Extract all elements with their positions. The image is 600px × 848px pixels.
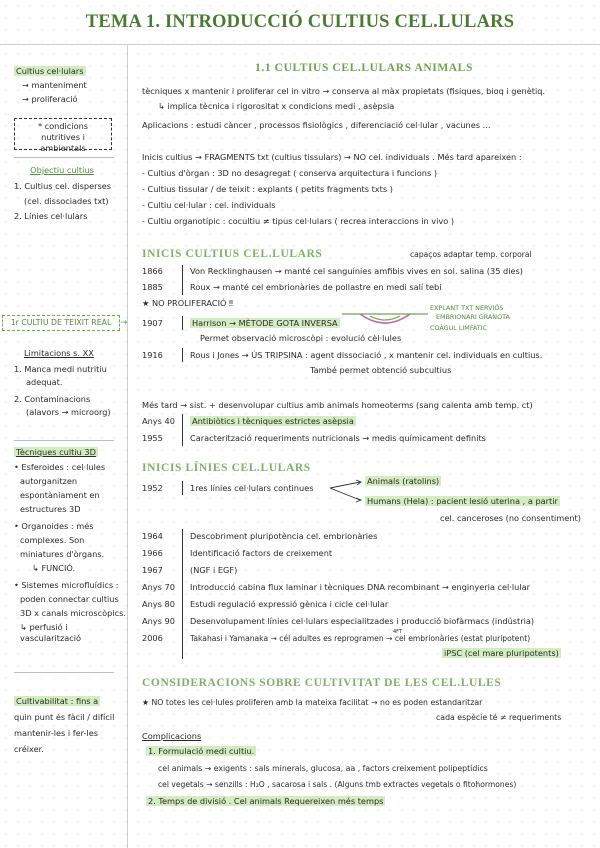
- tecniques-item: • Sistemes microfluídics :: [14, 580, 119, 590]
- conditions-box: [14, 118, 112, 153]
- timeline-year: 1916: [142, 350, 163, 360]
- objectiu-item: 1. Cultius cel. disperses: [14, 181, 112, 191]
- timeline-text: Desenvolupament línies cel·lulars especialitzades i producció biofàrmacs (indústria): [190, 616, 535, 626]
- tecniques-item: complexes. Son: [20, 535, 85, 545]
- branch-label: Humans (Hela) : pacient lesió uterina , a partir: [367, 496, 558, 506]
- section-heading: INICIS LÍNIES CEL.LULARS: [142, 462, 311, 474]
- timeline-text: Introducció cabina flux laminar i tècniques DNA recombinant → enginyeria cel·lular: [190, 582, 531, 592]
- page-title: TEMA 1. INTRODUCCIÓ CULTIUS CEL.LULARS: [85, 12, 515, 32]
- tecniques-item: ↳ FUNCIÓ.: [32, 563, 76, 573]
- timeline-year: Anys 90: [142, 616, 175, 626]
- first-tissue-culture-label: 1r CULTIU DE TEIXIT REAL: [2, 315, 120, 331]
- note-line: - Cultiu cel·lular : cel. individuals: [142, 200, 276, 210]
- objectiu-block: [14, 165, 111, 222]
- timeline-text: Estudi regulació expressió gènica i cicle cel·lular: [190, 599, 389, 609]
- tecniques-item: estructures 3D: [20, 504, 81, 514]
- sidebar-divider: [14, 672, 114, 673]
- note-line: tècniques x mantenir i proliferar cel in vitro → conserva al màx propietats (fisiques, bioq i genètiq.: [142, 86, 546, 96]
- timeline-text: Caracterització requeriments nutricionals → medis químicament definits: [190, 433, 486, 443]
- timeline-divider: [182, 316, 183, 330]
- timeline-divider: [182, 265, 183, 295]
- diagram-label: COÀGUL LIMFÀTIC: [430, 324, 488, 332]
- limitacions-block: [14, 348, 111, 418]
- branch-label: Animals (ratolins): [367, 476, 440, 486]
- timeline-divider: [182, 529, 183, 659]
- note-line: capaços adaptar temp. corporal: [410, 250, 532, 259]
- limitacions-title: Limitacions s. XX: [24, 348, 94, 358]
- objectiu-item: (cel. dissociades txt): [24, 196, 109, 206]
- limitacions-item: 1. Manca medi nutritiu: [14, 364, 107, 374]
- timeline-text: Descobriment pluripotència cel. embrionàries: [190, 531, 378, 541]
- timeline-divider: [182, 481, 183, 495]
- cultivabilitat-line: mantenir-les i fer-les: [14, 728, 99, 738]
- cultivabilitat-line: quin punt és fàcil / difícil: [14, 712, 115, 722]
- tecniques-item: • Organoides : més: [14, 521, 94, 531]
- arrow-right-icon: →: [120, 318, 128, 328]
- note-line: Inicis cultius → FRAGMENTS txt (cultius tissulars) → NO cel. individuals . Més tard apareixen :: [142, 152, 522, 162]
- cultius-item: → proliferació: [22, 94, 78, 104]
- note-line: cel vegetals → senzills : H₂O , sacarosa i sals . (Alguns tmb extractes vegetals o fitohormones): [158, 780, 517, 789]
- objectiu-item: 2. Línies cel·lulars: [14, 211, 88, 221]
- timeline-divider: [182, 348, 183, 362]
- section-heading: INICIS CULTIUS CEL.LULARS: [142, 248, 323, 260]
- timeline-text: Roux → manté cel embrionàries de pollastre en medi salí tebi: [190, 282, 442, 292]
- diagram-label: EXPLANT TXT NERVIÓS: [430, 304, 504, 312]
- sidebar-divider: [14, 440, 114, 441]
- note-line: cel animals → exigents : sals minerals, glucosa, aa , factors creixement polipeptídics: [158, 764, 488, 773]
- timeline-text: ★ NO PROLIFERACIÓ ‼: [142, 298, 234, 308]
- cultivabilitat-line: créixer.: [14, 744, 44, 754]
- section-heading: 1.1 CULTIUS CEL.LULARS ANIMALS: [255, 62, 473, 74]
- note-line: 2. Temps de divisió . Cel animals Requereixen més temps: [148, 796, 384, 806]
- branch-arrows: [330, 478, 364, 504]
- note-line: 1. Formulació medi cultiu.: [148, 746, 255, 756]
- note-line: ↳ implica tècnica i rigorositat x condicions medi , asèpsia: [158, 101, 395, 111]
- timeline-year: 1885: [142, 282, 163, 292]
- margin-divider: [127, 45, 128, 848]
- tecniques-item: ↳ perfusió i vascularització: [20, 622, 82, 643]
- conditions-line: nutritives i ambientals: [40, 132, 86, 153]
- note-line: cada espècie té ≠ requeriments: [436, 713, 562, 722]
- branch-label: cel. canceroses (no consentiment): [440, 513, 581, 523]
- sidebar-divider: [14, 157, 114, 158]
- hanging-drop-diagram: [340, 308, 430, 330]
- timeline-text: Més tard → sist. + desenvolupar cultius amb animals homeoterms (sang calenta amb temp. ct): [142, 400, 533, 410]
- arrow-label: 4FT: [393, 629, 403, 635]
- timeline-year: Anys 40: [142, 416, 175, 426]
- timeline-year: 1952: [142, 483, 163, 493]
- timeline-year: 1966: [142, 548, 163, 558]
- note-line: - Cultius tissular / de teixit : explants ( petits fragments txts ): [142, 184, 393, 194]
- tecniques-item: poden connectar cultius: [20, 594, 119, 604]
- limitacions-item: 2. Contaminacions: [14, 394, 91, 404]
- timeline-text: Permet observació microscòpi : evolució cèl·lules: [200, 333, 402, 343]
- timeline-text: Identificació factors de creixement: [190, 548, 333, 558]
- note-line: - Cultiu organotípic : cocultiu ≠ tipus cel·lulars ( recrea interaccions in vivo ): [142, 216, 455, 226]
- tecniques-item: miniatures d'òrgans.: [20, 549, 105, 559]
- timeline-year: 1907: [142, 318, 163, 328]
- title-divider: [0, 44, 600, 45]
- timeline-text: Takahasi i Yamanaka → cél adultes es reprogramen → cel embrionàries (estat pluripotent): [190, 634, 531, 643]
- tecniques-block: [14, 447, 127, 644]
- diagram-label: EMBRIONARI GRANOTA: [436, 313, 510, 321]
- timeline-text: iPSC (cel mare pluripotents): [444, 648, 559, 658]
- timeline-text: Rous i Jones → ÚS TRIPSINA : agent dissociació , x mantenir cel. individuals en cultius.: [190, 350, 543, 360]
- subheading: Complicacions: [142, 731, 202, 741]
- limitacions-item: adequat.: [26, 377, 63, 387]
- note-line: - Cultius d'òrgan : 3D no desagregat ( conserva arquitectura i funcions ): [142, 168, 438, 178]
- timeline-year: 1967: [142, 565, 163, 575]
- timeline-text: Von Recklinghausen → manté cel sanguínies amfibis vives en sol. salina (35 dies): [190, 266, 523, 276]
- objectiu-title: Objectiu cultius: [30, 165, 94, 175]
- cultivabilitat-line: Cultivabilitat : fins a: [16, 696, 99, 706]
- section-heading: CONSIDERACIONS SOBRE CULTIVITAT DE LES CEL.LULES: [142, 677, 502, 689]
- tecniques-item: espontàniament en: [20, 490, 100, 500]
- tecniques-item: • Esferoides : cel·lules: [14, 462, 106, 472]
- cultivabilitat-block: [14, 696, 114, 755]
- tecniques-item: autorganitzen: [20, 476, 78, 486]
- timeline-text: (NGF i EGF): [190, 565, 238, 575]
- conditions-line: * condicions: [37, 121, 89, 131]
- timeline-year: 1964: [142, 531, 163, 541]
- timeline-text: També permet obtenció subcultius: [310, 365, 452, 375]
- tecniques-item: 3D x canals microscòpics.: [20, 608, 126, 618]
- timeline-year: Anys 70: [142, 582, 175, 592]
- cultius-title: Cultius cel·lulars: [16, 66, 84, 76]
- timeline-year: Anys 80: [142, 599, 175, 609]
- timeline-year: 2006: [142, 633, 163, 643]
- timeline-text: Harrison → MÈTODE GOTA INVERSA: [192, 318, 338, 328]
- timeline-text: Antibiòtics i tècniques estrictes asèpsia: [192, 416, 354, 426]
- timeline-year: 1866: [142, 266, 163, 276]
- note-line: ★ NO totes les cel·lules proliferen amb la mateixa facilitat → no es poden estandaritzar: [142, 698, 483, 707]
- note-line: Aplicacions : estudi càncer , processos fisiològics , diferenciació cel·lular , vacunes ...: [142, 120, 491, 130]
- cultius-item: → manteniment: [22, 80, 87, 90]
- tecniques-title: Tècniques cultiu 3D: [16, 447, 96, 457]
- limitacions-item: (alavors → microorg): [26, 407, 111, 417]
- timeline-year: 1955: [142, 433, 163, 443]
- timeline-text: 1res línies cel·lulars continues: [190, 483, 314, 493]
- timeline-divider: [182, 414, 183, 446]
